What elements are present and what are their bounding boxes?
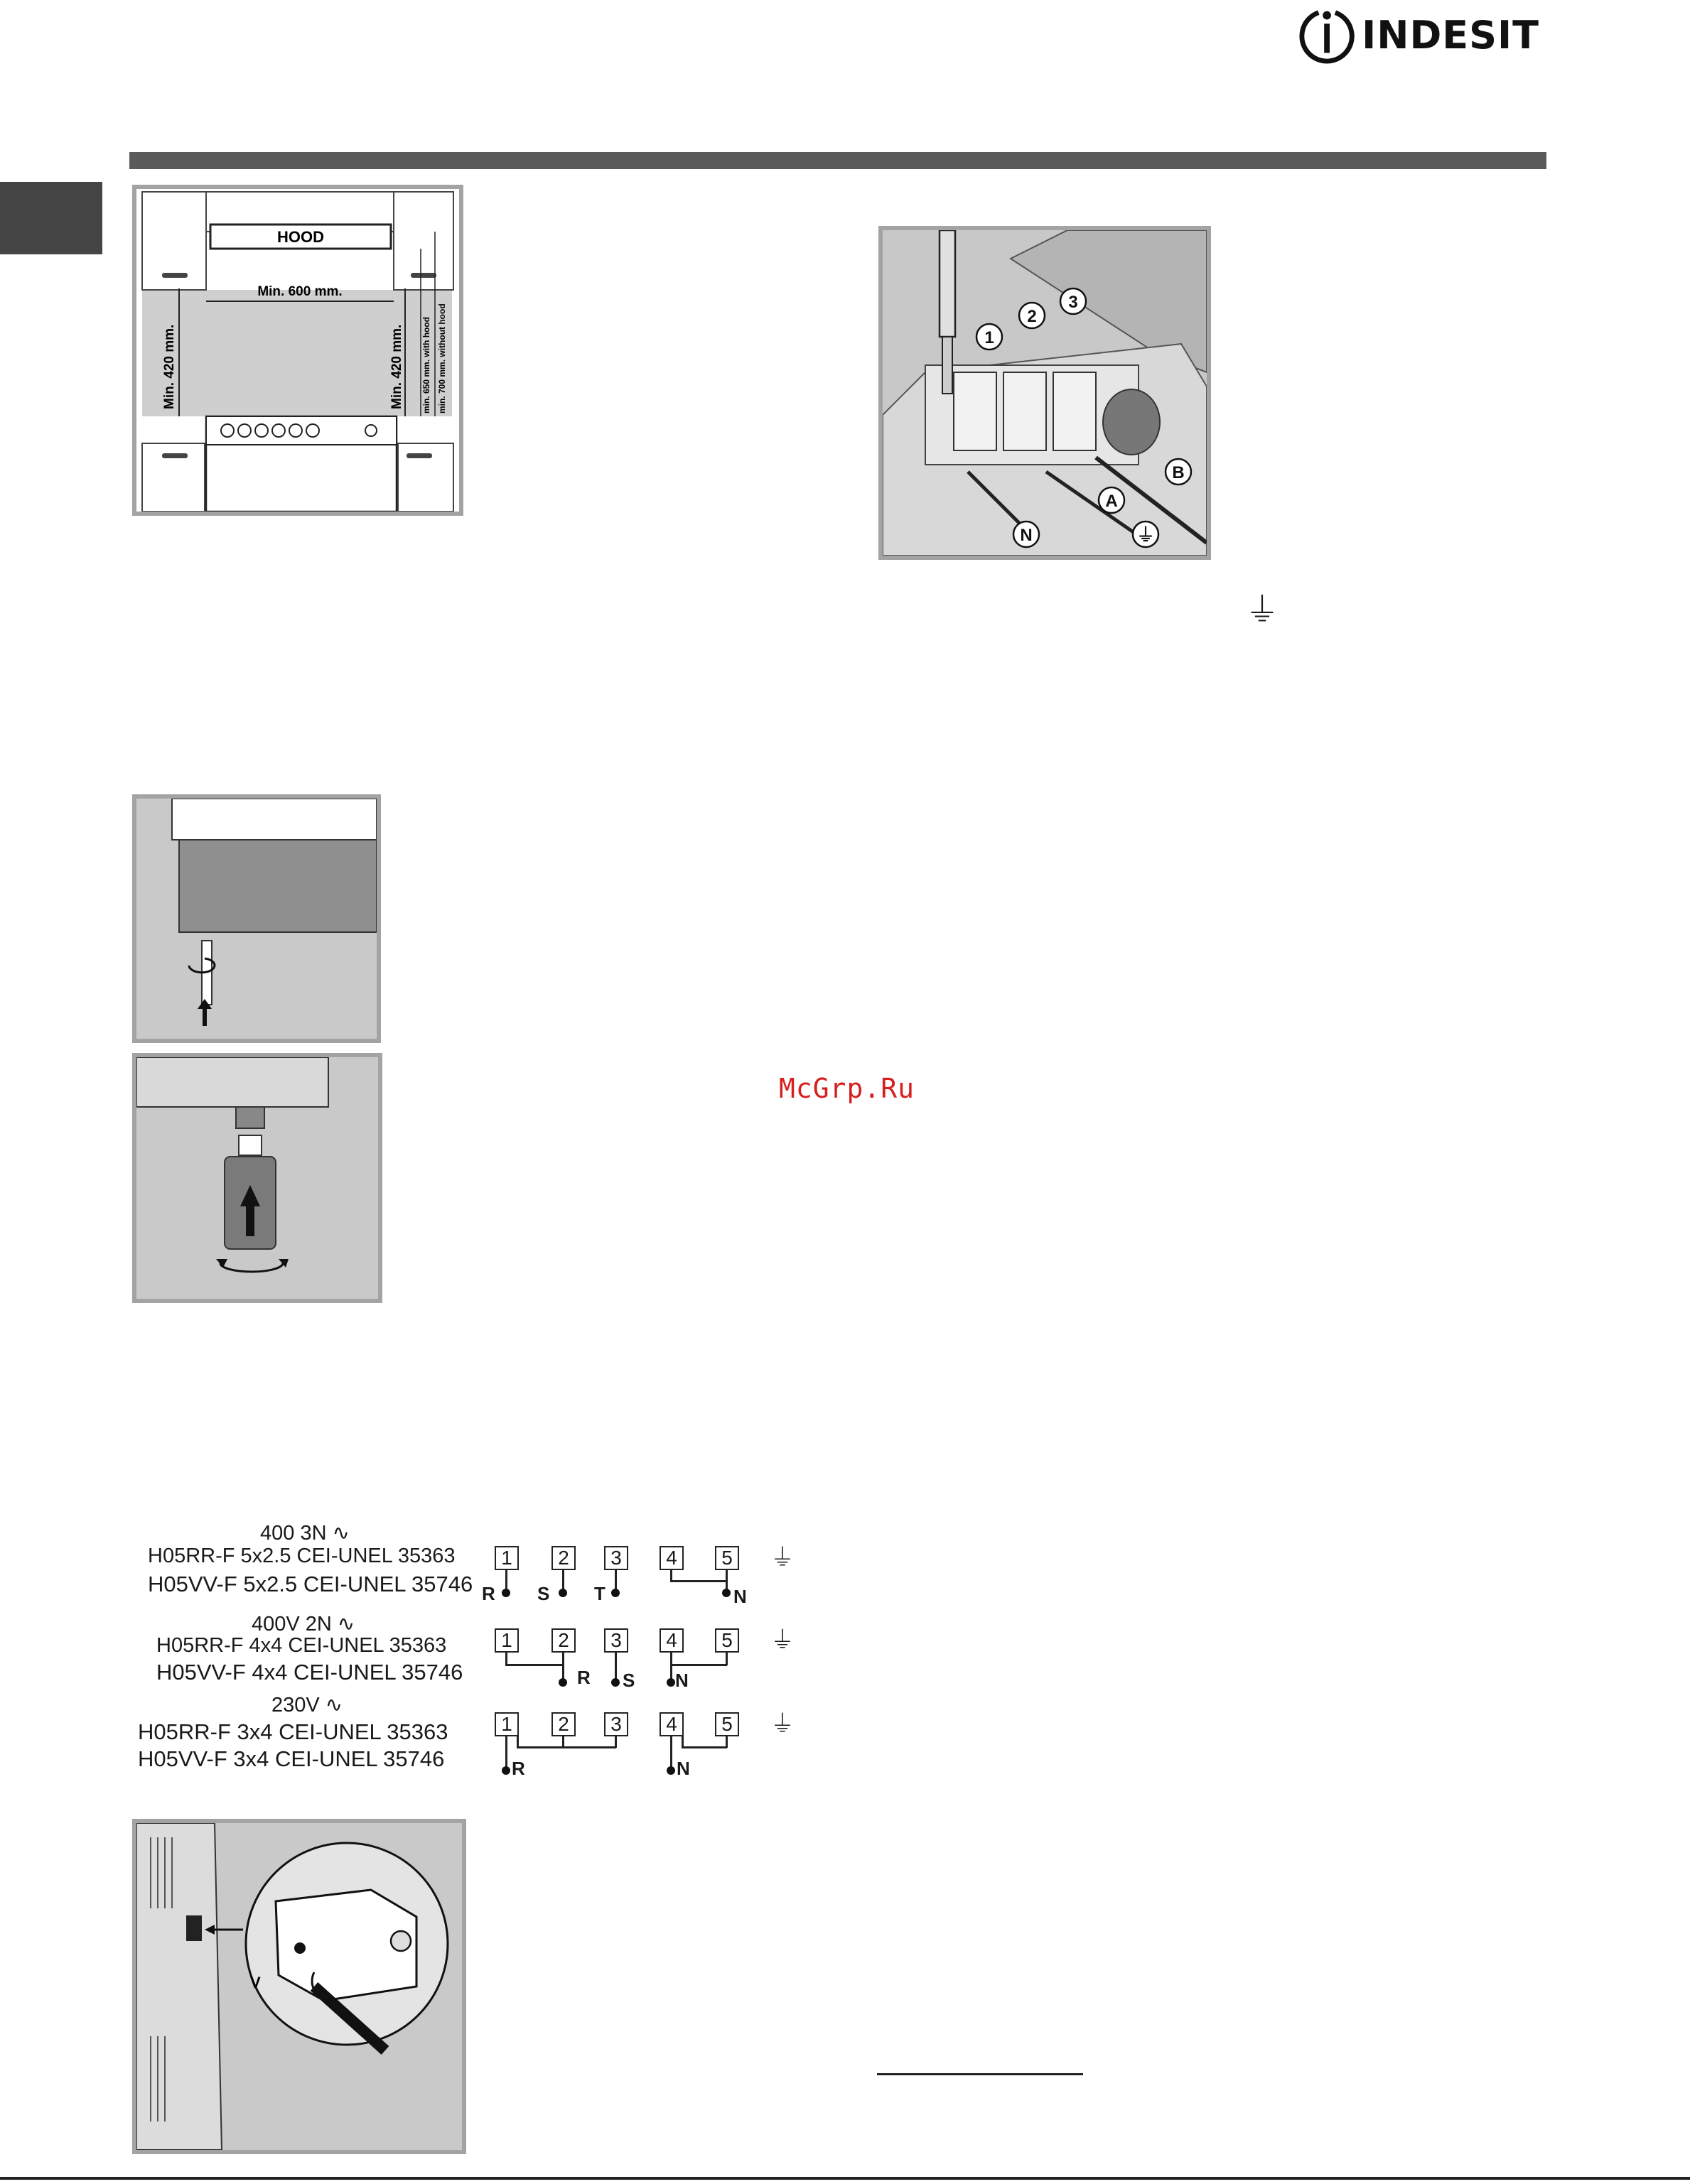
row1-label-n: N — [733, 1586, 747, 1607]
brand-logo — [1298, 3, 1539, 67]
row3-terminal-2: 2 — [551, 1712, 576, 1736]
row1-earth-icon: ⏚ — [770, 1545, 795, 1572]
row1-terminal-2: 2 — [551, 1546, 576, 1570]
header-rule — [129, 152, 1546, 169]
figure-foot-adjust — [132, 1053, 382, 1303]
row2-label-s: S — [623, 1670, 635, 1691]
row2-cable2: H05VV-F 4x4 CEI-UNEL 35746 — [156, 1660, 463, 1685]
row3-terminal-3: 3 — [604, 1712, 628, 1736]
callout-1: 1 — [984, 328, 994, 347]
row3-cable2: H05VV-F 3x4 CEI-UNEL 35746 — [138, 1746, 445, 1771]
terminal-board-drawing — [883, 230, 1207, 556]
right-height-label: Min. 420 mm. — [389, 324, 404, 409]
text-underline — [877, 2073, 1083, 2075]
wiring-diagram — [132, 1520, 814, 1790]
hood-clearance-drawing — [136, 189, 459, 512]
brand-name: INDESIT — [1362, 12, 1539, 58]
row2-cable1: H05RR-F 4x4 CEI-UNEL 35363 — [156, 1634, 447, 1657]
callout-2: 2 — [1027, 307, 1037, 326]
language-tab — [0, 182, 102, 254]
row2-earth-icon: ⏚ — [770, 1627, 795, 1654]
row1-label-r: R — [482, 1583, 495, 1604]
row1-label-s: S — [537, 1583, 550, 1604]
figure-hood-clearance — [132, 185, 463, 516]
foot-adjust-drawing — [136, 1057, 378, 1299]
row3-label-n: N — [677, 1758, 690, 1779]
row3-terminal-1: 1 — [495, 1712, 519, 1736]
callout-earth: ⏚ — [1136, 524, 1156, 546]
row2-label-r: R — [577, 1667, 591, 1688]
figure-terminal-board — [878, 226, 1211, 560]
hood-label: HOOD — [277, 228, 324, 246]
row2-terminal-3: 3 — [604, 1628, 628, 1653]
row2-terminal-2: 2 — [551, 1628, 576, 1653]
figure-feet-fitting — [132, 794, 381, 1043]
row1-label-t: T — [594, 1583, 606, 1604]
row2-label-n: N — [675, 1670, 689, 1691]
row1-voltage: 400 3N ∿ — [260, 1522, 350, 1545]
row3-label-r: R — [512, 1758, 525, 1779]
watermark: McGrp.Ru — [779, 1073, 915, 1104]
footer-rule — [0, 2177, 1690, 2180]
earth-icon: ⏚ — [1245, 592, 1280, 629]
row2-terminal-4: 4 — [660, 1628, 684, 1653]
min-width-label: Min. 600 mm. — [257, 284, 343, 299]
valve-callout: V — [250, 1974, 261, 1991]
row1-terminal-3: 3 — [604, 1546, 628, 1570]
row1-terminal-1: 1 — [495, 1546, 519, 1570]
row2-terminal-1: 1 — [495, 1628, 519, 1653]
row2-terminal-5: 5 — [715, 1628, 739, 1653]
row1-cable1: H05RR-F 5x2.5 CEI-UNEL 35363 — [148, 1545, 456, 1567]
without-hood-label: min. 700 mm. without hood — [437, 303, 447, 413]
row1-terminal-5: 5 — [715, 1546, 739, 1570]
row3-terminal-5: 5 — [715, 1712, 739, 1736]
row2-voltage: 400V 2N ∿ — [252, 1613, 355, 1636]
row1-terminal-4: 4 — [660, 1546, 684, 1570]
left-height-label: Min. 420 mm. — [162, 324, 177, 409]
callout-a: A — [1105, 492, 1118, 511]
figure-valve-adjust — [132, 1819, 466, 2154]
row3-cable1: H05RR-F 3x4 CEI-UNEL 35363 — [138, 1719, 448, 1744]
brand-logo-mark — [1298, 5, 1356, 65]
feet-fitting-drawing — [136, 799, 377, 1039]
row3-earth-icon: ⏚ — [770, 1711, 795, 1738]
valve-adjust-drawing — [136, 1823, 462, 2150]
callout-b: B — [1172, 463, 1185, 482]
row3-terminal-4: 4 — [660, 1712, 684, 1736]
callout-n: N — [1020, 526, 1033, 545]
with-hood-label: min. 650 mm. with hood — [421, 316, 431, 413]
row1-cable2: H05VV-F 5x2.5 CEI-UNEL 35746 — [148, 1572, 473, 1596]
callout-3: 3 — [1068, 293, 1078, 312]
row3-voltage: 230V ∿ — [271, 1694, 343, 1717]
